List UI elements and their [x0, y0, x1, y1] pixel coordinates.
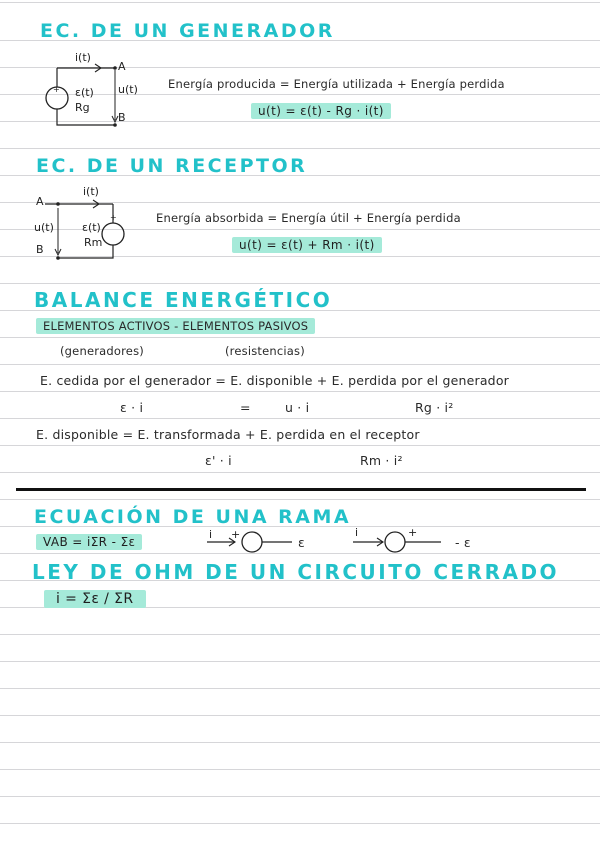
balance-elements: ELEMENTOS ACTIVOS - ELEMENTOS PASIVOS	[36, 318, 315, 334]
ohm-equation: i = Σε / ΣR	[44, 590, 146, 608]
receiver-title: EC. DE UN RECEPTOR	[36, 155, 308, 177]
generator-resistance-label: Rg	[75, 101, 90, 114]
branch-symbol-1-result: ε	[298, 535, 305, 550]
branch-symbol-1	[207, 530, 297, 554]
receiver-node-a: A	[36, 195, 44, 208]
balance-line1-term: =	[240, 400, 251, 415]
generator-title: EC. DE UN GENERADOR	[40, 20, 335, 42]
balance-title: BALANCE ENERGÉTICO	[34, 288, 333, 312]
balance-line1: E. cedida por el generador = E. disponible + E. perdida por el generador	[40, 373, 510, 388]
receiver-emf-label: ε(t)	[82, 221, 101, 234]
generator-emf-label: ε(t)	[75, 86, 94, 99]
generator-node-a: A	[118, 60, 126, 73]
balance-line1-term: Rg · i²	[415, 400, 454, 415]
receiver-equation: u(t) = ε(t) + Rm · i(t)	[232, 237, 382, 253]
receiver-voltage-label: u(t)	[34, 221, 54, 234]
generator-voltage-label: u(t)	[118, 83, 138, 96]
receiver-current-label: i(t)	[83, 185, 99, 198]
balance-line2-term: Rm · i²	[360, 453, 403, 468]
ohm-title: LEY DE OHM DE UN CIRCUITO CERRADO	[32, 560, 560, 584]
branch-symbol-2-current: i	[355, 526, 359, 539]
balance-generators: (generadores)	[60, 344, 144, 358]
svg-text:+: +	[110, 213, 117, 222]
balance-resistances: (resistencias)	[225, 344, 305, 358]
section-separator	[16, 488, 586, 491]
generator-circuit-diagram	[40, 50, 160, 130]
balance-line1-term: u · i	[285, 400, 310, 415]
balance-line2-term: ε' · i	[205, 453, 232, 468]
branch-title: ECUACIÓN DE UNA RAMA	[34, 506, 352, 528]
svg-text:+: +	[53, 85, 60, 94]
balance-line1-term: ε · i	[120, 400, 144, 415]
receiver-energy-text: Energía absorbida = Energía útil + Energía perdida	[156, 211, 461, 225]
generator-current-label: i(t)	[75, 51, 91, 64]
generator-equation: u(t) = ε(t) - Rg · i(t)	[251, 103, 391, 119]
generator-node-b: B	[118, 111, 126, 124]
branch-symbol-2-plus: +	[408, 526, 418, 539]
receiver-node-b: B	[36, 243, 44, 256]
branch-symbol-2	[353, 530, 443, 554]
balance-line2: E. disponible = E. transformada + E. perdida en el receptor	[36, 427, 420, 442]
generator-energy-text: Energía producida = Energía utilizada + Energía perdida	[168, 77, 505, 91]
receiver-resistance-label: Rm	[84, 236, 103, 249]
branch-symbol-2-result: - ε	[455, 535, 471, 550]
branch-symbol-1-current: i	[209, 528, 213, 541]
branch-symbol-1-plus: +	[231, 528, 241, 541]
branch-equation: VAB = iΣR - Σε	[36, 534, 142, 550]
